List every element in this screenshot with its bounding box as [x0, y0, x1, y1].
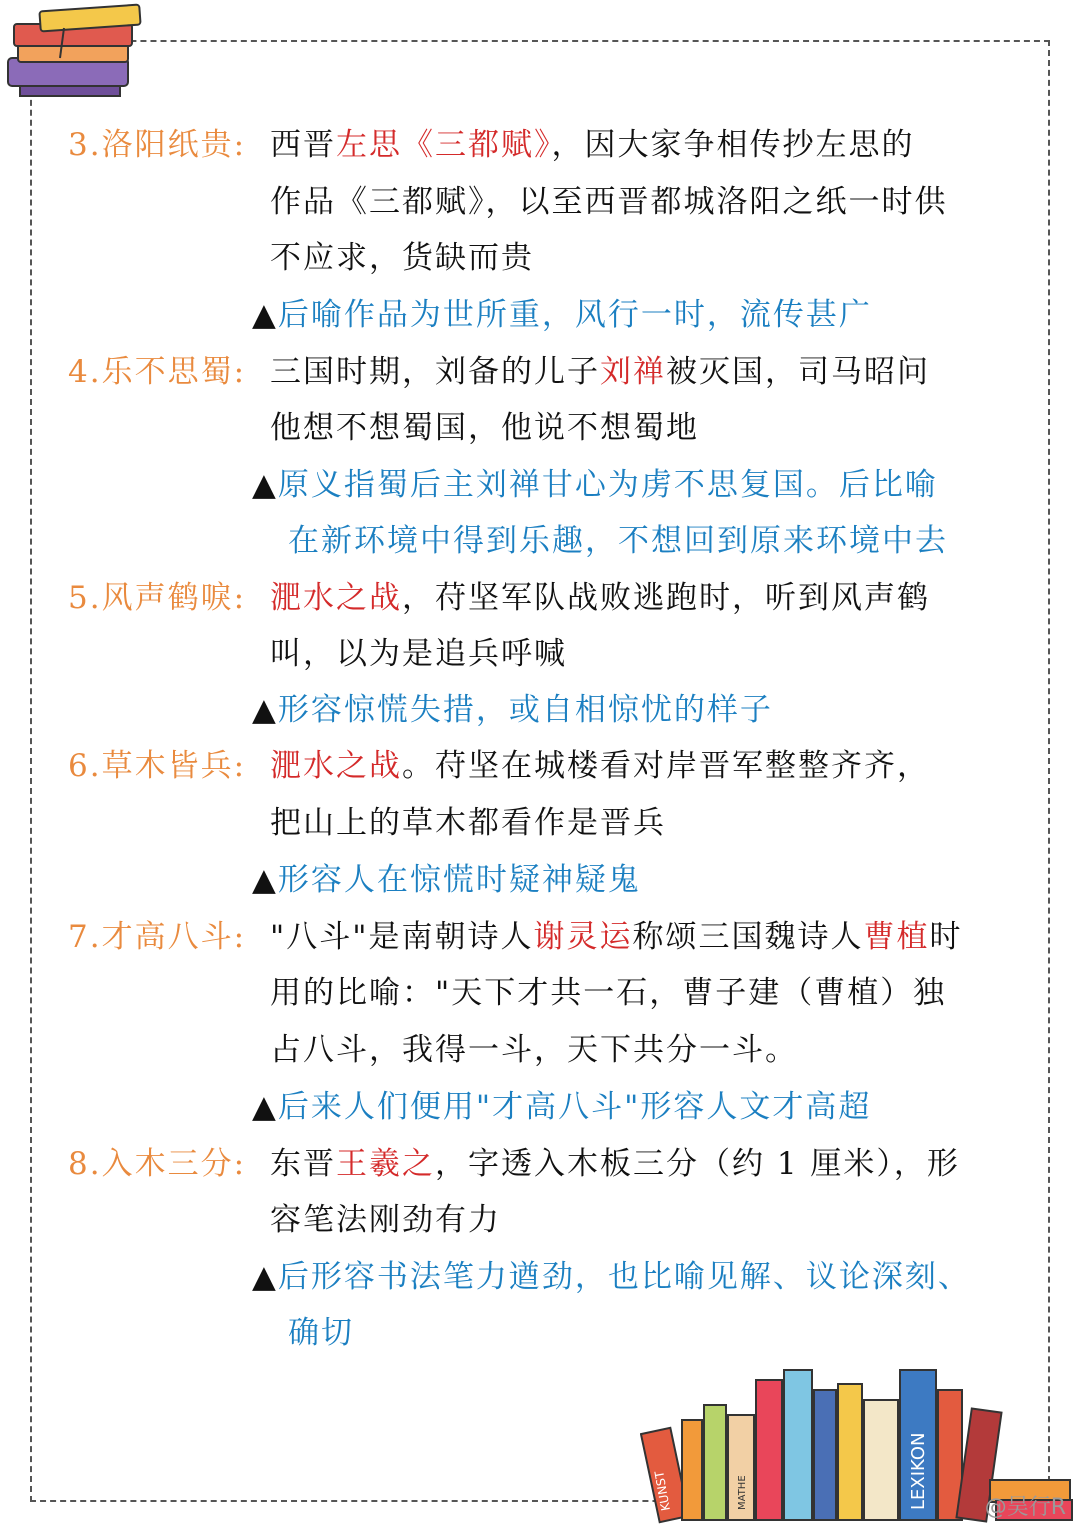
meaning-note: [252, 465, 938, 505]
triangle-icon: ▲: [252, 467, 278, 503]
text-segment: 他想不想蜀国，他说不想蜀地: [270, 410, 699, 446]
text-segment: 容笔法刚劲有力: [270, 1202, 501, 1238]
explanation-line: [270, 578, 930, 618]
highlighted-name: 刘禅: [600, 354, 666, 390]
explanation-line: [270, 973, 946, 1013]
explanation-line: [270, 238, 534, 278]
text-segment: 用的比喻："天下才共一石，曹子建（曹植）独: [270, 975, 947, 1011]
text-segment: "八斗"是南朝诗人: [270, 919, 534, 955]
meaning-note: [288, 521, 948, 561]
idiom-title: 8.入木三分:: [68, 1146, 247, 1182]
triangle-icon: ▲: [252, 862, 278, 898]
highlighted-name: 王羲之: [336, 1146, 435, 1182]
meaning-note: [252, 1257, 971, 1297]
text-segment: 西晋: [270, 127, 336, 163]
triangle-icon: ▲: [252, 297, 278, 333]
note-text: 形容人在惊慌时疑神疑鬼: [277, 862, 641, 898]
text-segment: 三国时期，刘备的儿子: [270, 354, 600, 390]
explanation-line: [270, 746, 930, 786]
explanation-line: [270, 917, 963, 957]
explanation-line: [270, 1144, 960, 1184]
text-segment: 叫，以为是追兵呼喊: [270, 636, 567, 672]
explanation-line: [270, 408, 699, 448]
book-label-lexikon: LEXIKON: [908, 1432, 929, 1510]
text-segment: ，苻坚军队战败逃跑时，听到风声鹤: [402, 580, 930, 616]
text-segment: 称颂三国魏诗人: [632, 919, 864, 955]
text-segment: 作品《三都赋》，以至西晋都城洛阳之纸一时供: [270, 184, 948, 220]
text-segment: 东晋: [270, 1146, 336, 1182]
book-label-kunst: KUNST: [652, 1469, 673, 1512]
note-text: 后喻作品为世所重，风行一时，流传甚广: [277, 297, 872, 333]
note-text: 后来人们便用"才高八斗"形容人文才高超: [277, 1089, 872, 1125]
highlighted-name: 淝水之战: [270, 748, 402, 784]
note-text: 后形容书法笔力遒劲，也比喻见解、议论深刻、: [277, 1259, 971, 1295]
triangle-icon: ▲: [252, 692, 278, 728]
note-text: 形容惊慌失措，或自相惊忧的样子: [277, 692, 773, 728]
highlighted-name: 淝水之战: [270, 580, 402, 616]
explanation-line: [270, 1030, 798, 1070]
text-segment: 时: [929, 919, 963, 955]
note-text: 在新环境中得到乐趣，不想回到原来环境中去: [288, 523, 948, 559]
highlighted-name: 谢灵运: [533, 919, 633, 955]
book-label-mathe: MATHE: [737, 1475, 748, 1510]
note-text: 确切: [288, 1315, 354, 1351]
explanation-line: [270, 634, 567, 674]
idiom-title: 6.草木皆兵:: [68, 748, 247, 784]
meaning-note: [252, 690, 773, 730]
explanation-line: [270, 125, 915, 165]
text-segment: ，字透入木板三分（约 1 厘米），形: [435, 1146, 960, 1182]
text-segment: 不应求，货缺而贵: [270, 240, 534, 276]
text-segment: 占八斗，我得一斗，天下共分一斗。: [270, 1032, 798, 1068]
highlighted-name: 左思《三都赋》: [336, 127, 552, 163]
text-segment: 被灭国，司马昭问: [666, 354, 930, 390]
text-segment: ，因大家争相传抄左思的: [551, 127, 915, 163]
text-segment: 把山上的草木都看作是晋兵: [270, 805, 666, 841]
triangle-icon: ▲: [252, 1089, 278, 1125]
text-segment: 。苻坚在城楼看对岸晋军整整齐齐，: [402, 748, 930, 784]
explanation-line: [270, 1200, 501, 1240]
note-text: 原义指蜀后主刘禅甘心为虏不思复国。后比喻: [277, 467, 938, 503]
meaning-note: [252, 860, 641, 900]
meaning-note: [252, 1087, 871, 1127]
explanation-line: [270, 803, 666, 843]
highlighted-name: 曹植: [863, 919, 930, 955]
meaning-note: [288, 1313, 354, 1353]
idiom-title: 5.风声鹤唳:: [68, 580, 247, 616]
explanation-line: [270, 182, 948, 222]
idiom-title: 4.乐不思蜀:: [68, 354, 247, 390]
idiom-title: 7.才高八斗:: [68, 919, 247, 955]
meaning-note: [252, 295, 872, 335]
watermark: @吴行R: [984, 1495, 1066, 1520]
explanation-line: [270, 352, 930, 392]
triangle-icon: ▲: [252, 1259, 278, 1295]
idiom-title: 3.洛阳纸贵:: [68, 127, 247, 163]
